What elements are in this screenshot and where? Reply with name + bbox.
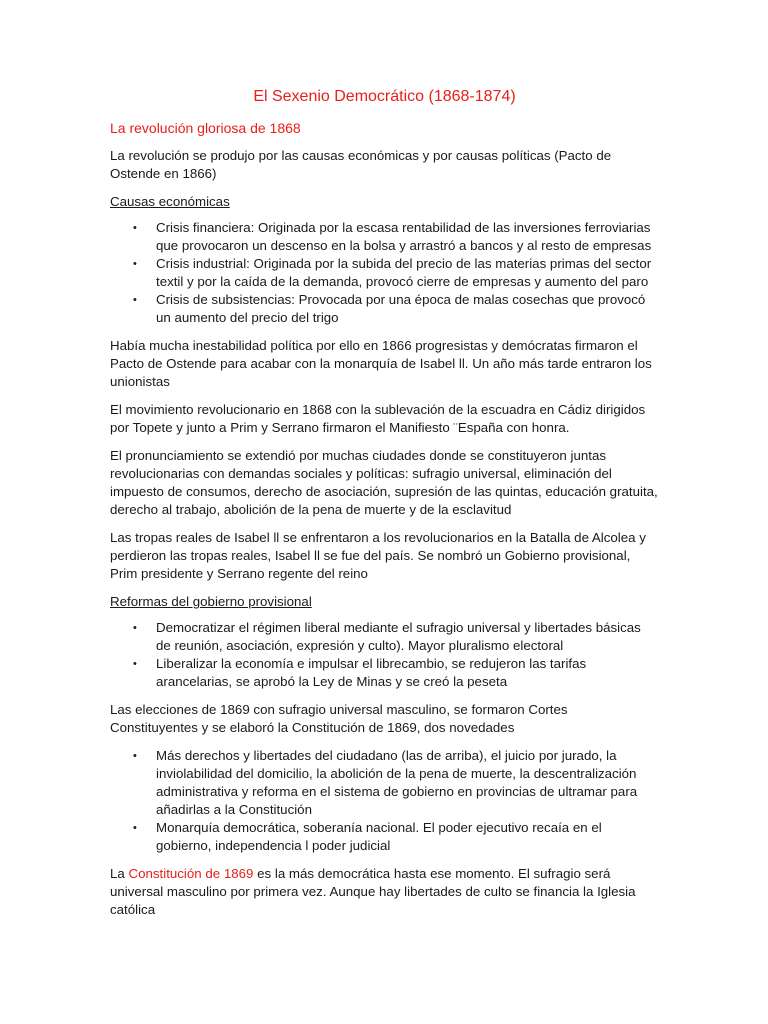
list-item: • Crisis industrial: Originada por la subida del precio de las materias primas del sector textil y por la caída de la demanda, provocó cierre de empresas y aumento del paro	[133, 256, 652, 289]
bullet-icon: •	[133, 658, 137, 670]
reformas-subheading: Reformas del gobierno provisional	[110, 594, 312, 609]
paragraph-constitucion: La Constitución de 1869 es la más democrática hasta ese momento. El sufragio será universal masculino por primera vez. Aunque hay libertades de culto se financia la Iglesia católica	[110, 866, 636, 917]
bullet-icon: •	[133, 222, 137, 234]
causas-subheading: Causas económicas	[110, 194, 230, 209]
list-item: • Crisis de subsistencias: Provocada por una época de malas cosechas que provocó un aumento del precio del trigo	[133, 292, 646, 325]
paragraph-tropas: Las tropas reales de Isabel ll se enfrentaron a los revolucionarios en la Batalla de Alcolea y perdieron las tropas reales, Isabel ll se fue del país. Se nombró un Gobierno provisional, Prim presidente y Serrano regente del reino	[110, 530, 646, 581]
bullet-icon: •	[133, 294, 137, 306]
list-item: • Más derechos y libertades del ciudadano (las de arriba), el juicio por jurado, la inviolabilidad del domicilio, la abolición de la pena de muerte, la descentralización administrativa y reforma en el sistema de gobierno en provincias de ultramar para añadirlas a la Constitución	[133, 748, 638, 817]
bullet-icon: •	[133, 622, 137, 634]
paragraph-elecciones: Las elecciones de 1869 con sufragio universal masculino, se formaron Cortes Constituyentes y se elaboró la Constitución de 1869, dos novedades	[110, 702, 568, 735]
paragraph-movimiento: El movimiento revolucionario en 1868 con la sublevación de la escuadra en Cádiz dirigidos por Topete y junto a Prim y Serrano firmaron el Manifiesto ¨España con honra.	[110, 402, 646, 435]
reformas-list	[110, 619, 659, 691]
causas-list	[110, 219, 659, 327]
paragraph-inestabilidad: Había mucha inestabilidad política por ello en 1866 progresistas y demócratas firmaron el Pacto de Ostende para acabar con la monarquía de Isabel ll. Un año más tarde entraron los unionistas	[110, 338, 652, 389]
paragraph-pronunciamiento: El pronunciamiento se extendió por muchas ciudades donde se constituyeron juntas revolucionarias con demandas sociales y políticas: sufragio universal, eliminación del impuesto de consumos, derecho de asociación, supresión de las quintas, educación gratuita, derecho al trabajo, abolición de la pena de muerte y de la esclavitud	[110, 448, 658, 517]
list-item: • Monarquía democrática, soberanía nacional. El poder ejecutivo recaía en el gobierno, independencia l poder judicial	[133, 820, 602, 853]
section-heading: La revolución gloriosa de 1868	[110, 120, 301, 136]
bullet-icon: •	[133, 258, 137, 270]
list-item: • Democratizar el régimen liberal mediante el sufragio universal y libertades básicas de reunión, asociación, expresión y culto). Mayor pluralismo electoral	[133, 620, 641, 653]
list-item: • Liberalizar la economía e impulsar el librecambio, se redujeron las tarifas arancelarias, se aprobó la Ley de Minas y se creó la peseta	[133, 656, 587, 689]
list-item: • Crisis financiera: Originada por la escasa rentabilidad de las inversiones ferroviarias que provocaron un descenso en la bolsa y arrastró a bancos y al resto de empresas	[133, 220, 652, 253]
bullet-icon: •	[133, 750, 137, 762]
bullet-icon: •	[133, 822, 137, 834]
intro-paragraph: La revolución se produjo por las causas económicas y por causas políticas (Pacto de Ostende en 1866)	[110, 148, 612, 181]
novedades-list	[110, 747, 659, 855]
highlight-constitucion: Constitución de 1869	[128, 866, 254, 881]
document-title: El Sexenio Democrático (1868-1874)	[253, 88, 516, 105]
